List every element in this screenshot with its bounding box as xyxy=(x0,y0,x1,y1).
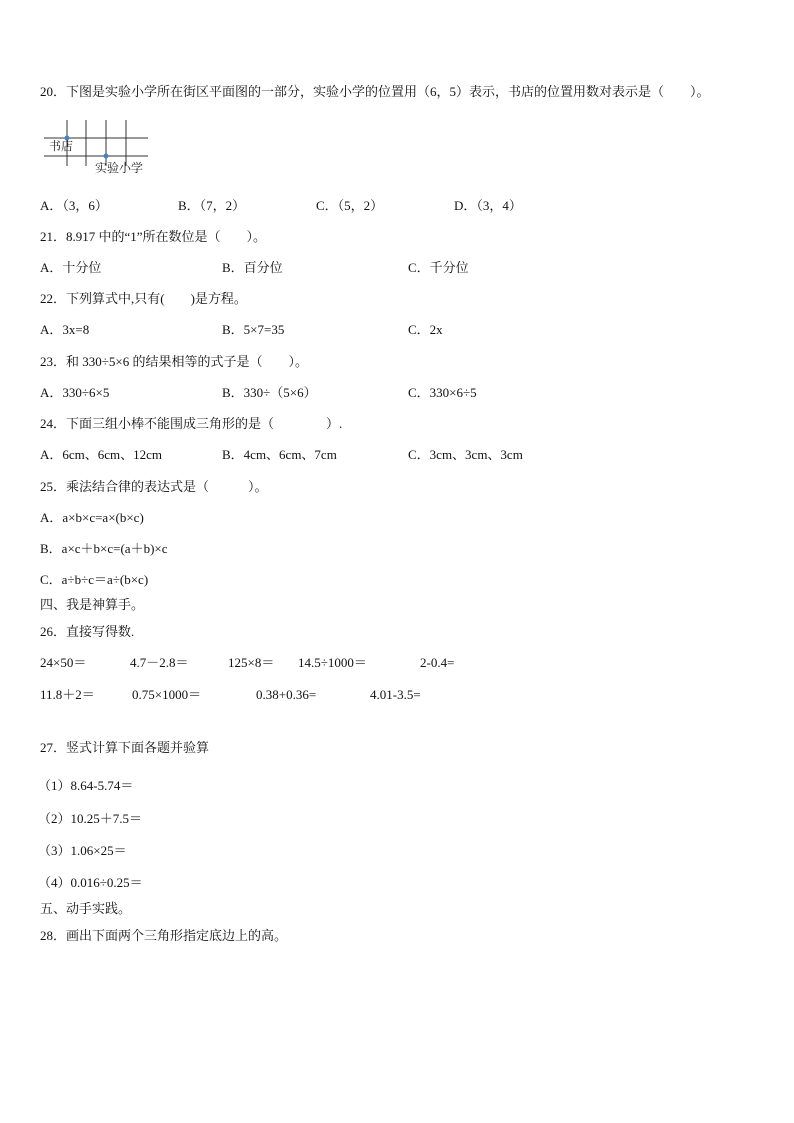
question-27-stem: 27．竖式计算下面各题并验算 xyxy=(40,740,210,755)
q25-option-a: A．a×b×c=a×(b×c) xyxy=(40,510,144,525)
question-23-stem: 23．和 330÷5×6 的结果相等的式子是（ ）。 xyxy=(40,354,308,369)
school-label: 实验小学 xyxy=(95,161,144,175)
q20-option-a: A．（3，6） xyxy=(40,198,108,213)
q23-option-b: B．330÷（5×6） xyxy=(222,385,317,400)
q22-option-c: C．2x xyxy=(408,322,443,337)
question-22-stem: 22．下列算式中,只有( )是方程。 xyxy=(40,291,247,306)
question-25-stem: 25．乘法结合律的表达式是（ ）。 xyxy=(40,479,268,494)
q26-item-8: 0.38+0.36= xyxy=(256,687,317,702)
q21-option-a: A．十分位 xyxy=(40,260,102,275)
q26-item-9: 4.01-3.5= xyxy=(370,687,421,702)
question-28-stem: 28．画出下面两个三角形指定底边上的高。 xyxy=(40,928,288,943)
bookstore-label: 书店 xyxy=(49,139,74,153)
street-map-grid xyxy=(44,118,194,180)
q23-option-c: C．330×6÷5 xyxy=(408,385,477,400)
section-4-title: 四、我是神算手。 xyxy=(40,597,145,612)
section-5-title: 五、动手实践。 xyxy=(40,901,132,916)
q26-item-6: 11.8＋2＝ xyxy=(40,687,95,702)
q25-option-b: B．a×c＋b×c=(a＋b)×c xyxy=(40,541,168,556)
q23-option-a: A．330÷6×5 xyxy=(40,385,110,400)
school-point-icon xyxy=(104,154,109,159)
q21-option-b: B．百分位 xyxy=(222,260,283,275)
q24-option-c: C．3cm、3cm、3cm xyxy=(408,447,523,462)
q27-item-3: （3）1.06×25＝ xyxy=(38,843,127,858)
q20-option-c: C．（5，2） xyxy=(316,198,384,213)
q26-item-3: 125×8＝ xyxy=(228,655,275,670)
q20-option-b: B．（7，2） xyxy=(178,198,246,213)
question-24-stem: 24．下面三组小棒不能围成三角形的是（ ）. xyxy=(40,416,343,431)
question-26-stem: 26．直接写得数. xyxy=(40,624,135,639)
question-21-stem: 21．8.917 中的“1”所在数位是（ ）。 xyxy=(40,229,267,244)
q25-option-c: C．a÷b÷c＝a÷(b×c) xyxy=(40,572,149,587)
q27-item-4: （4）0.016÷0.25＝ xyxy=(38,875,143,890)
q26-item-1: 24×50＝ xyxy=(40,655,87,670)
q26-item-4: 14.5÷1000＝ xyxy=(298,655,367,670)
q24-option-b: B．4cm、6cm、7cm xyxy=(222,447,337,462)
q27-item-2: （2）10.25＋7.5＝ xyxy=(38,811,143,826)
q21-option-c: C．千分位 xyxy=(408,260,469,275)
q27-item-1: （1）8.64-5.74＝ xyxy=(38,778,134,793)
q26-item-5: 2-0.4= xyxy=(420,655,455,670)
q26-item-7: 0.75×1000＝ xyxy=(132,687,202,702)
question-20-stem: 20．下图是实验小学所在街区平面图的一部分，实验小学的位置用（6，5）表示，书店的位置用数对表示是（ ）。 xyxy=(40,84,710,99)
q20-option-d: D．（3，4） xyxy=(454,198,522,213)
q26-item-2: 4.7－2.8＝ xyxy=(130,655,189,670)
q24-option-a: A．6cm、6cm、12cm xyxy=(40,447,163,462)
q22-option-a: A．3x=8 xyxy=(40,322,90,337)
q22-option-b: B．5×7=35 xyxy=(222,322,285,337)
